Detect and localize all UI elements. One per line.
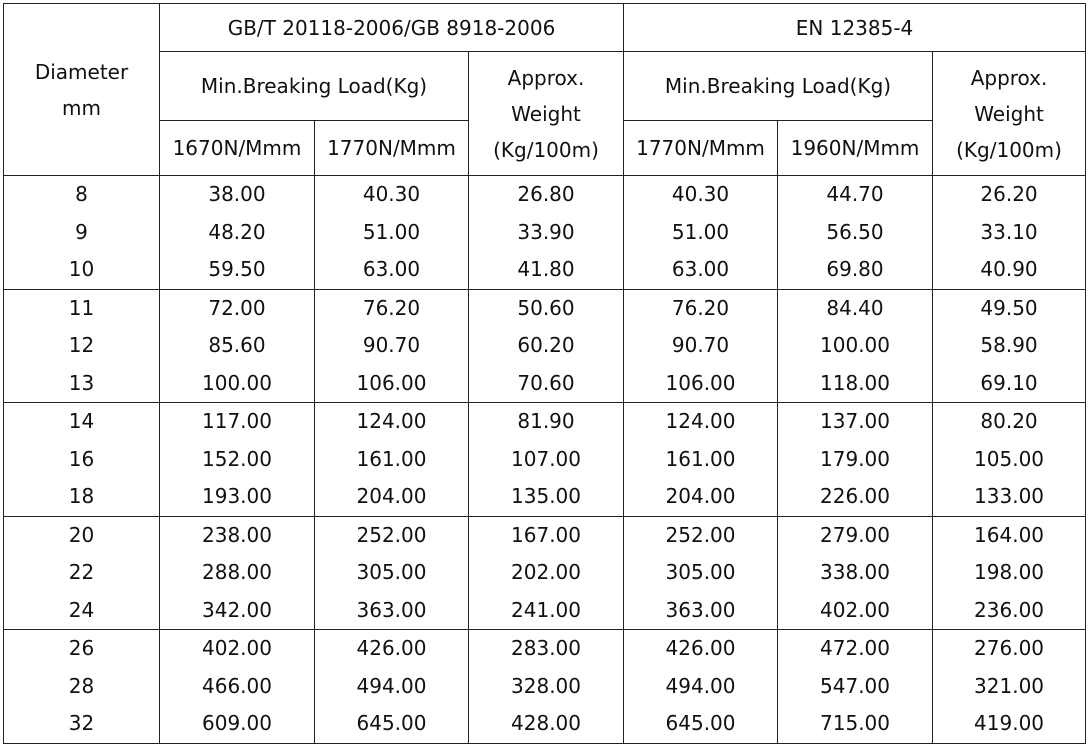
diameter-cell: 26 bbox=[4, 630, 160, 668]
diameter-cell: 9 bbox=[4, 214, 160, 252]
table-header bbox=[4, 4, 1086, 176]
gb-weight-cell: 135.00 bbox=[469, 478, 624, 516]
diameter-cell: 10 bbox=[4, 251, 160, 289]
diameter-cell: 20 bbox=[4, 516, 160, 554]
gb-weight-header-line-2: Weight bbox=[511, 101, 581, 126]
gb-1770-load-cell: 494.00 bbox=[315, 668, 469, 706]
gb-grade-1670-header: 1670N/Mmm bbox=[160, 121, 315, 176]
gb-weight-header bbox=[469, 52, 624, 176]
en-weight-header-line-3: (Kg/100m) bbox=[956, 137, 1062, 162]
gb-1770-load-cell: 426.00 bbox=[315, 630, 469, 668]
en-1770-load-cell: 90.70 bbox=[624, 327, 778, 365]
gb-1770-load-cell: 252.00 bbox=[315, 516, 469, 554]
table-row bbox=[4, 705, 1086, 743]
gb-weight-cell: 283.00 bbox=[469, 630, 624, 668]
en-weight-cell: 198.00 bbox=[933, 554, 1086, 592]
en-weight-cell: 321.00 bbox=[933, 668, 1086, 706]
en-grade-1770-header: 1770N/Mmm bbox=[624, 121, 778, 176]
gb-weight-cell: 107.00 bbox=[469, 441, 624, 479]
header-row-standards bbox=[4, 4, 1086, 52]
table-row bbox=[4, 592, 1086, 630]
en-1960-load-cell: 715.00 bbox=[778, 705, 933, 743]
gb-1670-load-cell: 342.00 bbox=[160, 592, 315, 630]
gb-1670-load-cell: 59.50 bbox=[160, 251, 315, 289]
en-1770-load-cell: 363.00 bbox=[624, 592, 778, 630]
en-weight-header-line-1: Approx. bbox=[970, 65, 1048, 90]
gb-weight-cell: 50.60 bbox=[469, 289, 624, 327]
en-1960-load-cell: 179.00 bbox=[778, 441, 933, 479]
en-weight-cell: 58.90 bbox=[933, 327, 1086, 365]
en-1960-load-cell: 279.00 bbox=[778, 516, 933, 554]
diameter-cell: 11 bbox=[4, 289, 160, 327]
en-1960-load-cell: 44.70 bbox=[778, 176, 933, 214]
gb-1770-load-cell: 161.00 bbox=[315, 441, 469, 479]
en-weight-cell: 80.20 bbox=[933, 403, 1086, 441]
en-1960-load-cell: 84.40 bbox=[778, 289, 933, 327]
en-1960-load-cell: 118.00 bbox=[778, 365, 933, 403]
gb-weight-header-line-1: Approx. bbox=[507, 65, 585, 90]
gb-1670-load-cell: 85.60 bbox=[160, 327, 315, 365]
en-1960-load-cell: 69.80 bbox=[778, 251, 933, 289]
en-1770-load-cell: 645.00 bbox=[624, 705, 778, 743]
en-weight-cell: 26.20 bbox=[933, 176, 1086, 214]
gb-weight-cell: 70.60 bbox=[469, 365, 624, 403]
table-row bbox=[4, 365, 1086, 403]
diameter-cell: 28 bbox=[4, 668, 160, 706]
gb-1770-load-cell: 76.20 bbox=[315, 289, 469, 327]
diameter-cell: 22 bbox=[4, 554, 160, 592]
gb-1670-load-cell: 193.00 bbox=[160, 478, 315, 516]
gb-1670-load-cell: 466.00 bbox=[160, 668, 315, 706]
gb-weight-cell: 202.00 bbox=[469, 554, 624, 592]
diameter-cell: 14 bbox=[4, 403, 160, 441]
gb-1670-load-cell: 38.00 bbox=[160, 176, 315, 214]
gb-weight-cell: 26.80 bbox=[469, 176, 624, 214]
gb-weight-cell: 428.00 bbox=[469, 705, 624, 743]
table-row bbox=[4, 478, 1086, 516]
header-row-measures bbox=[4, 52, 1086, 121]
standard-en-header: EN 12385-4 bbox=[624, 4, 1086, 52]
en-1770-load-cell: 305.00 bbox=[624, 554, 778, 592]
gb-weight-cell: 81.90 bbox=[469, 403, 624, 441]
gb-1670-load-cell: 238.00 bbox=[160, 516, 315, 554]
en-weight-cell: 33.10 bbox=[933, 214, 1086, 252]
gb-1670-load-cell: 48.20 bbox=[160, 214, 315, 252]
table-row bbox=[4, 289, 1086, 327]
en-1960-load-cell: 338.00 bbox=[778, 554, 933, 592]
en-1770-load-cell: 106.00 bbox=[624, 365, 778, 403]
diameter-cell: 24 bbox=[4, 592, 160, 630]
en-1960-load-cell: 547.00 bbox=[778, 668, 933, 706]
diameter-cell: 13 bbox=[4, 365, 160, 403]
gb-1670-load-cell: 609.00 bbox=[160, 705, 315, 743]
en-1960-load-cell: 56.50 bbox=[778, 214, 933, 252]
gb-weight-cell: 60.20 bbox=[469, 327, 624, 365]
en-1960-load-cell: 137.00 bbox=[778, 403, 933, 441]
en-1770-load-cell: 252.00 bbox=[624, 516, 778, 554]
gb-1670-load-cell: 152.00 bbox=[160, 441, 315, 479]
table-row bbox=[4, 327, 1086, 365]
diameter-header-line-1: Diameter bbox=[34, 59, 129, 84]
gb-1770-load-cell: 63.00 bbox=[315, 251, 469, 289]
gb-weight-cell: 33.90 bbox=[469, 214, 624, 252]
table-row bbox=[4, 214, 1086, 252]
en-weight-cell: 105.00 bbox=[933, 441, 1086, 479]
diameter-header bbox=[4, 4, 160, 176]
en-1960-load-cell: 100.00 bbox=[778, 327, 933, 365]
diameter-cell: 12 bbox=[4, 327, 160, 365]
gb-1770-load-cell: 40.30 bbox=[315, 176, 469, 214]
standard-gb-header: GB/T 20118-2006/GB 8918-2006 bbox=[160, 4, 624, 52]
en-1770-load-cell: 63.00 bbox=[624, 251, 778, 289]
en-weight-cell: 133.00 bbox=[933, 478, 1086, 516]
diameter-header-line-2: mm bbox=[62, 95, 101, 120]
gb-1770-load-cell: 305.00 bbox=[315, 554, 469, 592]
en-weight-header-line-2: Weight bbox=[974, 101, 1044, 126]
en-weight-header bbox=[933, 52, 1086, 176]
en-1770-load-cell: 124.00 bbox=[624, 403, 778, 441]
diameter-cell: 32 bbox=[4, 705, 160, 743]
gb-weight-cell: 41.80 bbox=[469, 251, 624, 289]
en-1770-load-cell: 40.30 bbox=[624, 176, 778, 214]
table-row bbox=[4, 251, 1086, 289]
en-1960-load-cell: 472.00 bbox=[778, 630, 933, 668]
table-row bbox=[4, 630, 1086, 668]
table-row bbox=[4, 516, 1086, 554]
table-row bbox=[4, 668, 1086, 706]
en-1770-load-cell: 494.00 bbox=[624, 668, 778, 706]
table-row bbox=[4, 554, 1086, 592]
diameter-cell: 16 bbox=[4, 441, 160, 479]
wire-rope-spec-table bbox=[3, 3, 1086, 744]
gb-1670-load-cell: 72.00 bbox=[160, 289, 315, 327]
en-1770-load-cell: 51.00 bbox=[624, 214, 778, 252]
en-1960-load-cell: 402.00 bbox=[778, 592, 933, 630]
table-row bbox=[4, 403, 1086, 441]
en-weight-cell: 276.00 bbox=[933, 630, 1086, 668]
en-1770-load-cell: 204.00 bbox=[624, 478, 778, 516]
diameter-cell: 8 bbox=[4, 176, 160, 214]
gb-breaking-load-header: Min.Breaking Load(Kg) bbox=[160, 52, 469, 121]
gb-1770-load-cell: 51.00 bbox=[315, 214, 469, 252]
gb-1770-load-cell: 106.00 bbox=[315, 365, 469, 403]
en-weight-cell: 419.00 bbox=[933, 705, 1086, 743]
gb-1770-load-cell: 90.70 bbox=[315, 327, 469, 365]
gb-weight-header-line-3: (Kg/100m) bbox=[493, 137, 599, 162]
gb-1670-load-cell: 117.00 bbox=[160, 403, 315, 441]
diameter-cell: 18 bbox=[4, 478, 160, 516]
gb-1770-load-cell: 645.00 bbox=[315, 705, 469, 743]
en-breaking-load-header: Min.Breaking Load(Kg) bbox=[624, 52, 933, 121]
en-weight-cell: 40.90 bbox=[933, 251, 1086, 289]
en-1960-load-cell: 226.00 bbox=[778, 478, 933, 516]
gb-1670-load-cell: 100.00 bbox=[160, 365, 315, 403]
gb-1770-load-cell: 124.00 bbox=[315, 403, 469, 441]
table-row bbox=[4, 441, 1086, 479]
gb-weight-cell: 241.00 bbox=[469, 592, 624, 630]
en-weight-cell: 69.10 bbox=[933, 365, 1086, 403]
en-weight-cell: 236.00 bbox=[933, 592, 1086, 630]
gb-1670-load-cell: 402.00 bbox=[160, 630, 315, 668]
en-1770-load-cell: 426.00 bbox=[624, 630, 778, 668]
en-weight-cell: 164.00 bbox=[933, 516, 1086, 554]
en-grade-1960-header: 1960N/Mmm bbox=[778, 121, 933, 176]
gb-weight-cell: 167.00 bbox=[469, 516, 624, 554]
en-weight-cell: 49.50 bbox=[933, 289, 1086, 327]
gb-weight-cell: 328.00 bbox=[469, 668, 624, 706]
gb-1770-load-cell: 363.00 bbox=[315, 592, 469, 630]
gb-1670-load-cell: 288.00 bbox=[160, 554, 315, 592]
gb-1770-load-cell: 204.00 bbox=[315, 478, 469, 516]
table-row bbox=[4, 176, 1086, 214]
gb-grade-1770-header: 1770N/Mmm bbox=[315, 121, 469, 176]
en-1770-load-cell: 161.00 bbox=[624, 441, 778, 479]
table-body bbox=[4, 176, 1086, 744]
en-1770-load-cell: 76.20 bbox=[624, 289, 778, 327]
